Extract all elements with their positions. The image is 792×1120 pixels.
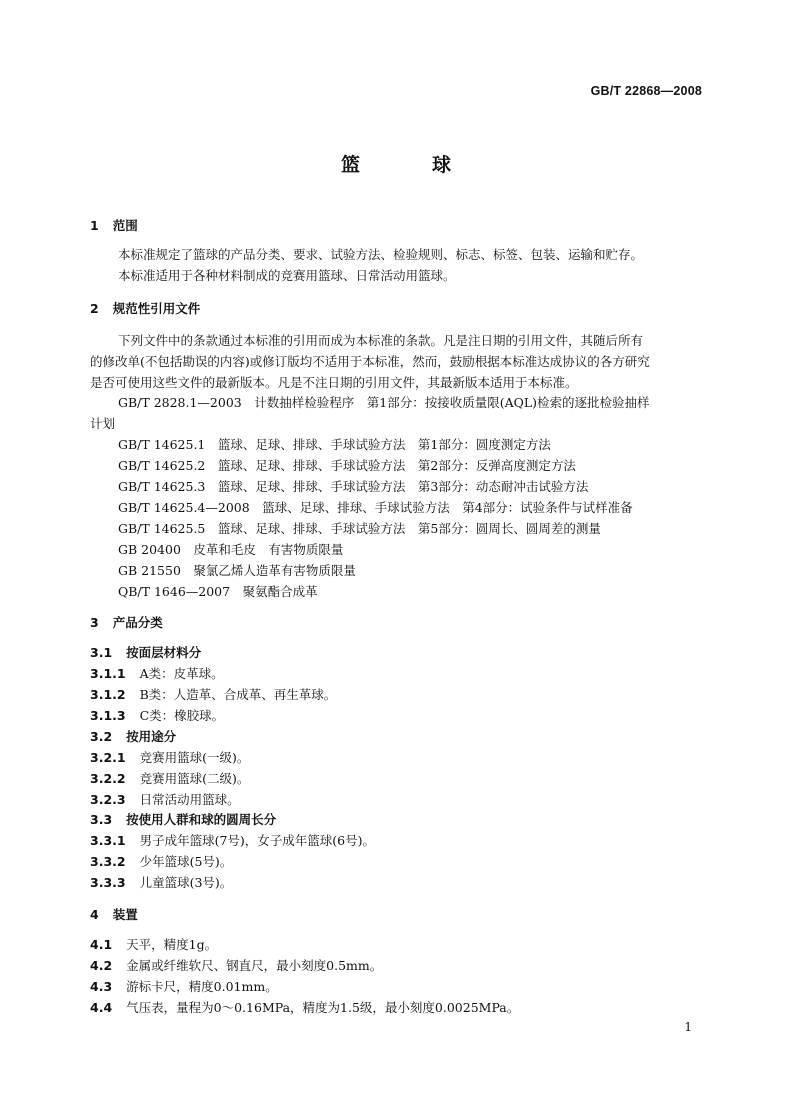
subsection-heading <box>90 643 201 663</box>
clause-item <box>90 706 224 726</box>
document-title <box>0 150 792 177</box>
reference-item: GB 21550 聚氯乙烯人造革有害物质限量 <box>118 563 356 578</box>
title-char-right: 球 <box>432 154 452 176</box>
clause-number: 3.1.1 <box>90 666 126 681</box>
reference-item: GB/T 14625.1 篮球、足球、排球、手球试验方法 第1部分：圆度测定方法 <box>118 437 551 452</box>
clause-item <box>90 685 336 705</box>
clause-number: 3.2.3 <box>90 792 126 807</box>
section-number: 4 <box>90 907 99 922</box>
section-title: 规范性引用文件 <box>112 301 201 316</box>
clause-text: 气压表，量程为0～0.16MPa，精度为1.5级，最小刻度0.0025MPa。 <box>126 1000 520 1015</box>
clause-item <box>90 873 232 893</box>
subsection-number: 3.1 <box>90 645 113 660</box>
clause-item <box>90 748 249 768</box>
clause-item <box>90 956 382 976</box>
standard-code: GB/T 22868—2008 <box>590 84 702 98</box>
reference-item-continued: 计划 <box>90 416 116 431</box>
clause-text: 金属或纤维软尺、钢直尺，最小刻度0.5mm。 <box>126 958 383 973</box>
section-title: 装置 <box>112 907 138 922</box>
section-2-heading <box>90 299 200 319</box>
clause-item <box>90 935 217 955</box>
section-1-heading <box>90 216 138 236</box>
reference-item: GB/T 14625.4—2008 篮球、足球、排球、手球试验方法 第4部分：试验条件与试样准备 <box>118 500 633 515</box>
reference-item: GB/T 2828.1—2003 计数抽样检验程序 第1部分：按接收质量限(AQL)检索的逐批检验抽样 <box>118 395 650 410</box>
subsection-number: 3.2 <box>90 729 113 744</box>
section-number: 2 <box>90 301 99 316</box>
subsection-heading <box>90 727 176 747</box>
clause-number: 3.3.1 <box>90 833 126 848</box>
clause-number: 4.1 <box>90 937 113 952</box>
clause-text: 竞赛用篮球(二级)。 <box>139 771 250 786</box>
title-char-left: 篮 <box>340 154 360 176</box>
clause-number: 3.1.2 <box>90 687 126 702</box>
paragraph: 下列文件中的条款通过本标准的引用而成为本标准的条款。凡是注日期的引用文件，其随后所有 <box>118 333 644 348</box>
reference-item: GB/T 14625.5 篮球、足球、排球、手球试验方法 第5部分：圆周长、圆周差的测量 <box>118 521 601 536</box>
section-number: 3 <box>90 615 99 630</box>
clause-item <box>90 977 278 997</box>
clause-text: C类：橡胶球。 <box>139 708 225 723</box>
section-title: 范围 <box>112 218 138 233</box>
clause-number: 3.2.1 <box>90 750 126 765</box>
clause-item <box>90 769 249 789</box>
paragraph: 本标准规定了篮球的产品分类、要求、试验方法、检验规则、标志、标签、包装、运输和贮存。 <box>118 247 644 262</box>
clause-text: 竞赛用篮球(一级)。 <box>139 750 250 765</box>
clause-item <box>90 998 519 1018</box>
clause-number: 4.3 <box>90 979 113 994</box>
clause-number: 3.2.2 <box>90 771 126 786</box>
clause-number: 4.4 <box>90 1000 113 1015</box>
clause-text: B类：人造革、合成革、再生革球。 <box>139 687 337 702</box>
section-title: 产品分类 <box>112 615 163 630</box>
subsection-title: 按用途分 <box>126 729 177 744</box>
clause-text: 男子成年篮球(7号)，女子成年篮球(6号)。 <box>139 833 376 848</box>
reference-item: GB/T 14625.3 篮球、足球、排球、手球试验方法 第3部分：动态耐冲击试验方法 <box>118 479 589 494</box>
paragraph: 本标准适用于各种材料制成的竞赛用篮球、日常活动用篮球。 <box>118 268 456 283</box>
section-number: 1 <box>90 218 99 233</box>
section-4-heading <box>90 905 138 925</box>
reference-item: QB/T 1646—2007 聚氨酯合成革 <box>118 584 318 599</box>
subsection-number: 3.3 <box>90 812 113 827</box>
clause-text: A类：皮革球。 <box>139 666 224 681</box>
clause-number: 3.3.2 <box>90 854 126 869</box>
paragraph: 的修改单(不包括勘误的内容)或修订版均不适用于本标准，然而，鼓励根据本标准达成协议的各方研究 <box>90 354 650 369</box>
clause-number: 3.3.3 <box>90 875 126 890</box>
reference-item: GB/T 14625.2 篮球、足球、排球、手球试验方法 第2部分：反弹高度测定方法 <box>118 458 576 473</box>
subsection-title: 按面层材料分 <box>126 645 202 660</box>
subsection-title: 按使用人群和球的圆周长分 <box>126 812 277 827</box>
section-3-heading <box>90 613 163 633</box>
clause-text: 儿童篮球(3号)。 <box>139 875 233 890</box>
clause-text: 游标卡尺，精度0.01mm。 <box>126 979 278 994</box>
clause-item <box>90 831 375 851</box>
clause-number: 4.2 <box>90 958 113 973</box>
clause-item <box>90 664 224 684</box>
clause-item <box>90 790 240 810</box>
clause-text: 日常活动用篮球。 <box>139 792 240 807</box>
clause-text: 天平，精度1g。 <box>126 937 218 952</box>
subsection-heading <box>90 810 276 830</box>
paragraph: 是否可使用这些文件的最新版本。凡是不注日期的引用文件，其最新版本适用于本标准。 <box>90 375 578 390</box>
reference-item: GB 20400 皮革和毛皮 有害物质限量 <box>118 542 344 557</box>
page-number: 1 <box>684 1020 692 1034</box>
clause-text: 少年篮球(5号)。 <box>139 854 233 869</box>
clause-item <box>90 852 232 872</box>
clause-number: 3.1.3 <box>90 708 126 723</box>
